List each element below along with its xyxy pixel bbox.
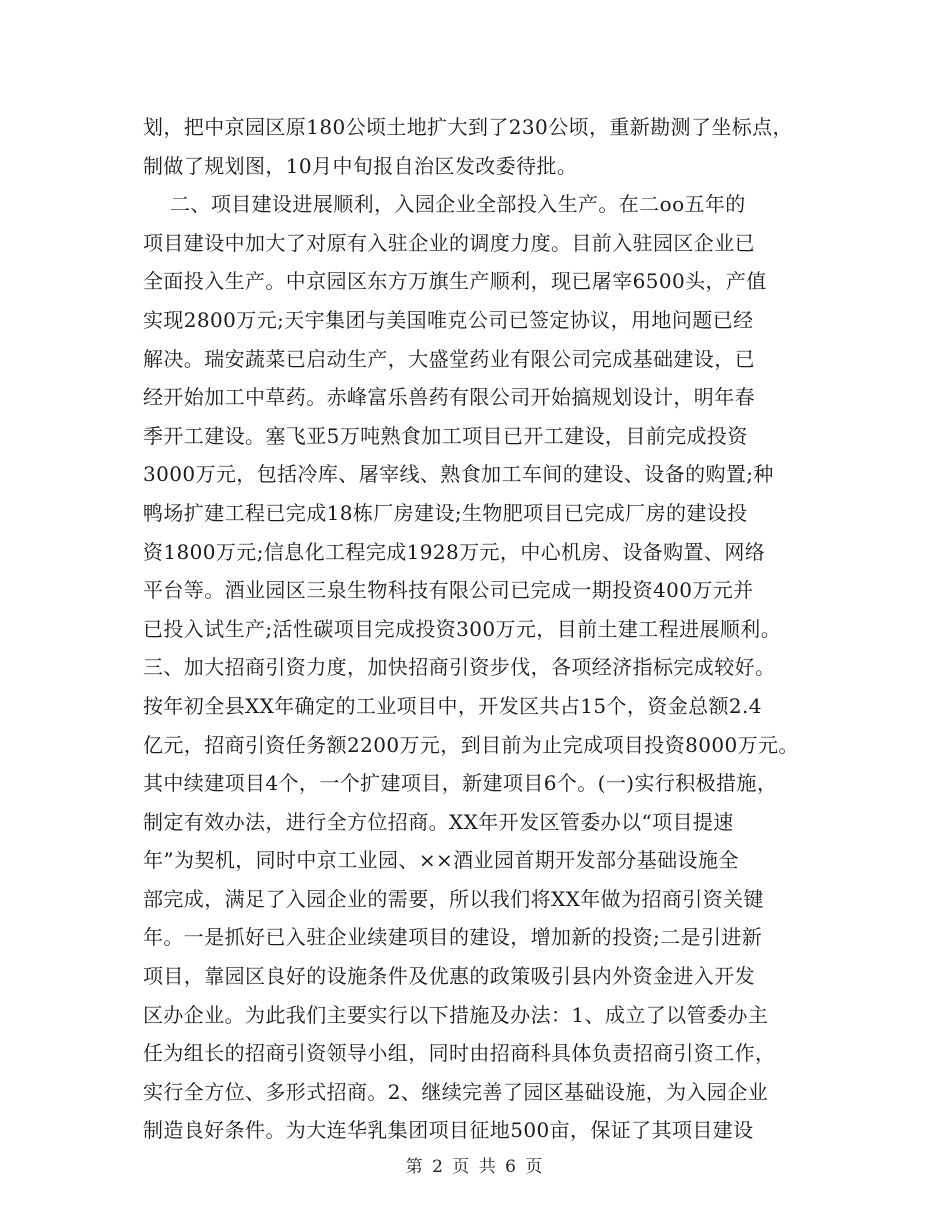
text-line: 鸭场扩建工程已完成18栋厂房建设;生物肥项目已完成厂房的建设投	[143, 500, 748, 525]
text-line: 部完成，满足了入园企业的需要，所以我们将XX年做为招商引资关键	[143, 886, 764, 911]
text-line: 项目，靠园区良好的设施条件及优惠的政策吸引县内外资金进入开发	[143, 964, 755, 989]
text-line: 制做了规划图，10月中旬报自治区发改委待批。	[143, 153, 578, 178]
document-body	[143, 108, 843, 1150]
text-line: 3000万元，包括冷库、屠宰线、熟食加工车间的建设、设备的购置;种	[143, 462, 774, 487]
text-line: 年”为契机，同时中京工业园、××酒业园首期开发部分基础设施全	[143, 848, 739, 873]
text-line: 已投入试生产;活性碳项目完成投资300万元，目前土建工程进展顺利。	[143, 616, 782, 641]
text-line: 三、加大招商引资力度，加快招商引资步伐，各项经济指标完成较好。	[143, 655, 776, 680]
text-line: 经开始加工中草药。赤峰富乐兽药有限公司开始搞规划设计，明年春	[143, 385, 755, 410]
text-line: 年。一是抓好已入驻企业续建项目的建设，增加新的投资;二是引进新	[143, 925, 763, 950]
text-line: 制造良好条件。为大连华乳集团项目征地500亩，保证了其项目建设	[143, 1118, 754, 1143]
text-line: 任为组长的招商引资领导小组，同时由招商科具体负责招商引资工作，	[143, 1041, 776, 1066]
text-line: 解决。瑞安蔬菜已启动生产，大盛堂药业有限公司完成基础建设，已	[143, 346, 755, 371]
text-line: 全面投入生产。中京园区东方万旗生产顺利，现已屠宰6500头，产值	[143, 269, 767, 294]
text-line: 实行全方位、多形式招商。2、继续完善了园区基础设施，为入园企业	[143, 1079, 769, 1104]
text-line: 其中续建项目4个，一个扩建项目，新建项目6个。(一)实行积极措施，	[143, 771, 778, 796]
text-line: 项目建设中加大了对原有入驻企业的调度力度。目前入驻园区企业已	[143, 230, 755, 255]
page-number-footer: 第 2 页 共 6 页	[405, 1157, 545, 1177]
text-line: 季开工建设。塞飞亚5万吨熟食加工项目已开工建设，目前完成投资	[143, 423, 748, 448]
text-line: 按年初全县XX年确定的工业项目中，开发区共占15个，资金总额2.4	[143, 693, 762, 718]
text-line: 平台等。酒业园区三泉生物科技有限公司已完成一期投资400万元并	[143, 578, 754, 603]
text-line: 制定有效办法，进行全方位招商。XX年开发区管委办以“项目提速	[143, 809, 734, 834]
text-line: 区办企业。为此我们主要实行以下措施及办法：1、成立了以管委办主	[143, 1002, 769, 1027]
text-line: 实现2800万元;天宇集团与美国唯克公司已签定协议，用地问题已经	[143, 307, 754, 332]
text-line: 资1800万元;信息化工程完成1928万元，中心机房、设备购置、网络	[143, 539, 766, 564]
text-line: 二、项目建设进展顺利，入园企业全部投入生产。在二oo五年的	[143, 192, 746, 217]
text-line: 划，把中京园区原180公顷土地扩大到了230公顷，重新勘测了坐标点，	[143, 115, 793, 139]
text-line: 亿元，招商引资任务额2200万元，到目前为止完成项目投资8000万元。	[143, 732, 799, 757]
